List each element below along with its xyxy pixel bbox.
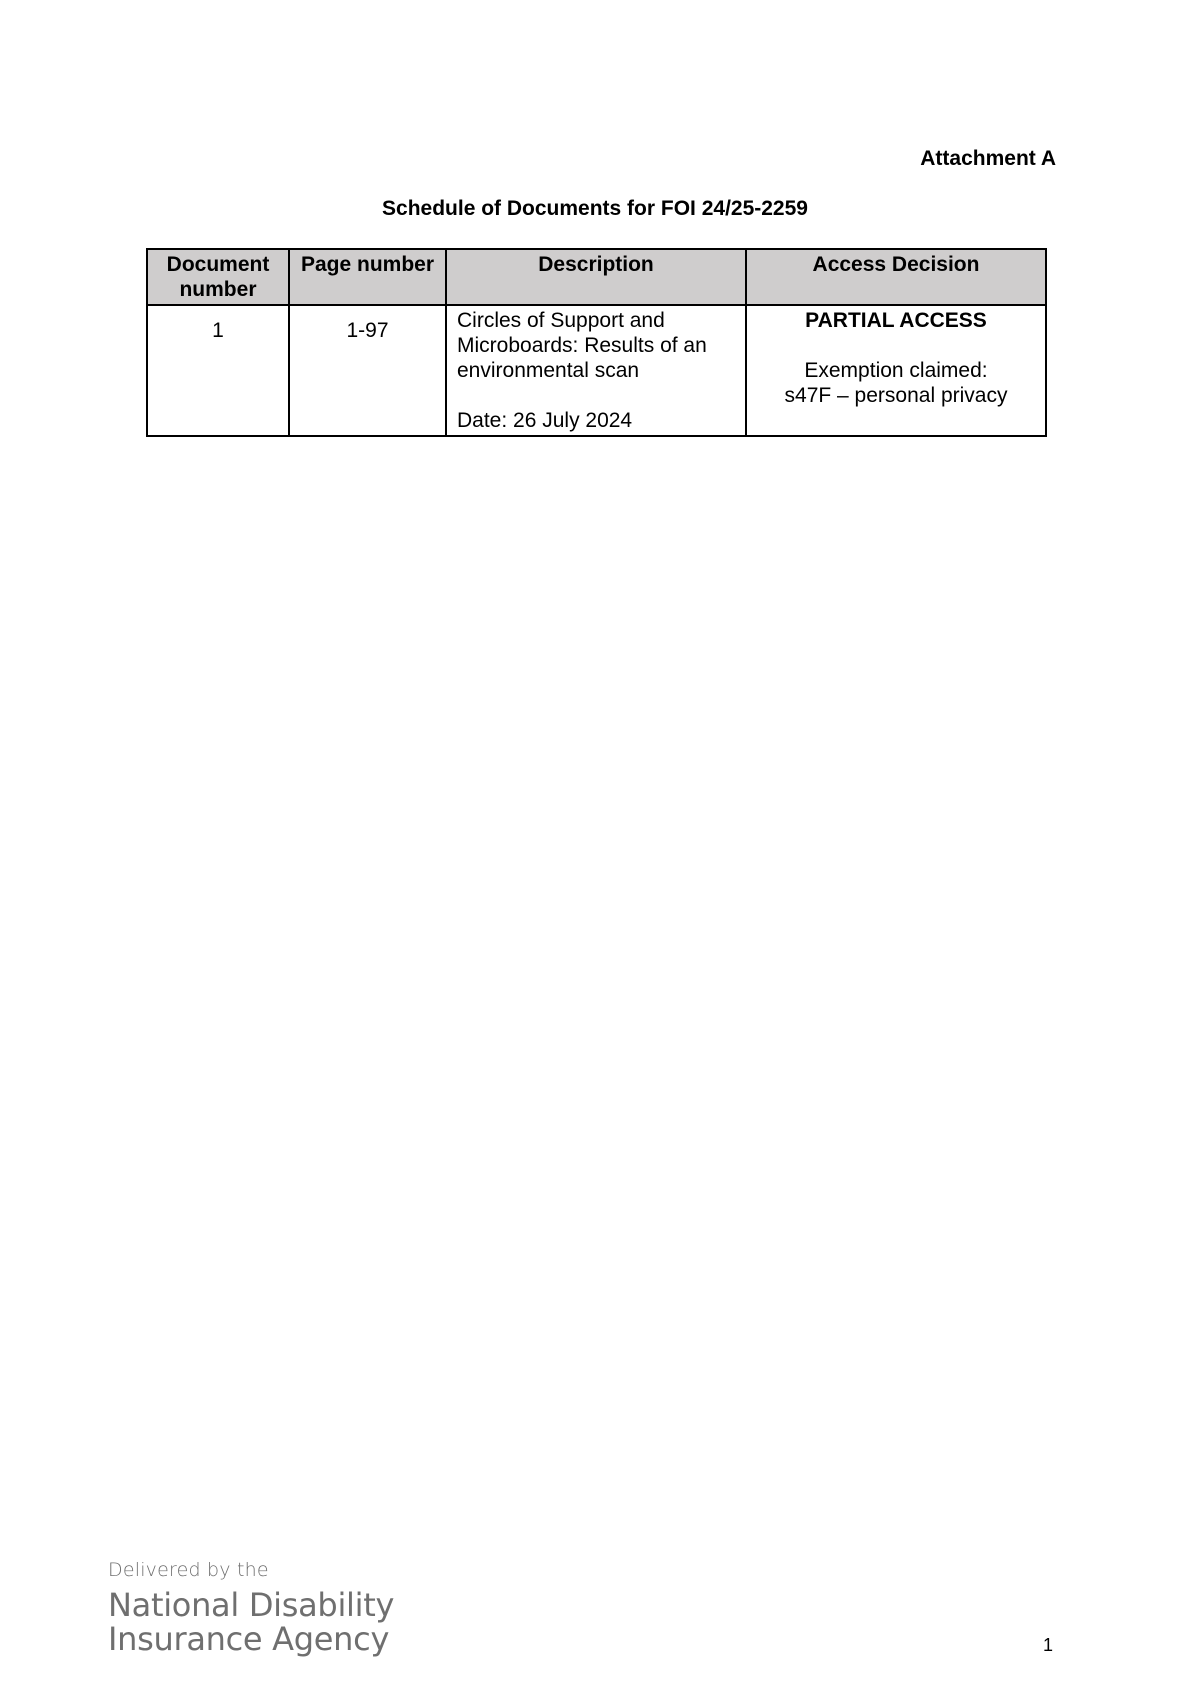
description-text: Circles of Support and Microboards: Results of an environmental scan bbox=[457, 309, 707, 382]
column-header-description: Description bbox=[446, 249, 746, 305]
exemption-detail: s47F – personal privacy bbox=[784, 384, 1008, 407]
ndia-logo bbox=[108, 1558, 394, 1656]
table-row bbox=[147, 305, 1046, 436]
schedule-title: Schedule of Documents for FOI 24/25-2259 bbox=[382, 197, 808, 220]
attachment-label: Attachment A bbox=[920, 147, 1056, 170]
logo-agency-line-2: Insurance Agency bbox=[108, 1620, 390, 1658]
page-number-cell: 1-97 bbox=[289, 305, 446, 436]
description-date: Date: 26 July 2024 bbox=[457, 409, 633, 432]
document-number-cell: 1 bbox=[147, 305, 289, 436]
access-decision-cell bbox=[746, 305, 1046, 436]
logo-agency-line-1: National Disability bbox=[108, 1586, 395, 1624]
logo-delivered-by: Delivered by the bbox=[108, 1559, 269, 1581]
column-header-page-number: Page number bbox=[289, 249, 446, 305]
column-header-document-number: Document number bbox=[147, 249, 289, 305]
page-number: 1 bbox=[1042, 1635, 1053, 1655]
table-header-row bbox=[147, 249, 1046, 305]
schedule-table bbox=[146, 248, 1047, 437]
exemption-label: Exemption claimed: bbox=[804, 359, 988, 382]
column-header-access-decision: Access Decision bbox=[746, 249, 1046, 305]
description-cell bbox=[446, 305, 746, 436]
access-decision-value: PARTIAL ACCESS bbox=[805, 309, 987, 332]
